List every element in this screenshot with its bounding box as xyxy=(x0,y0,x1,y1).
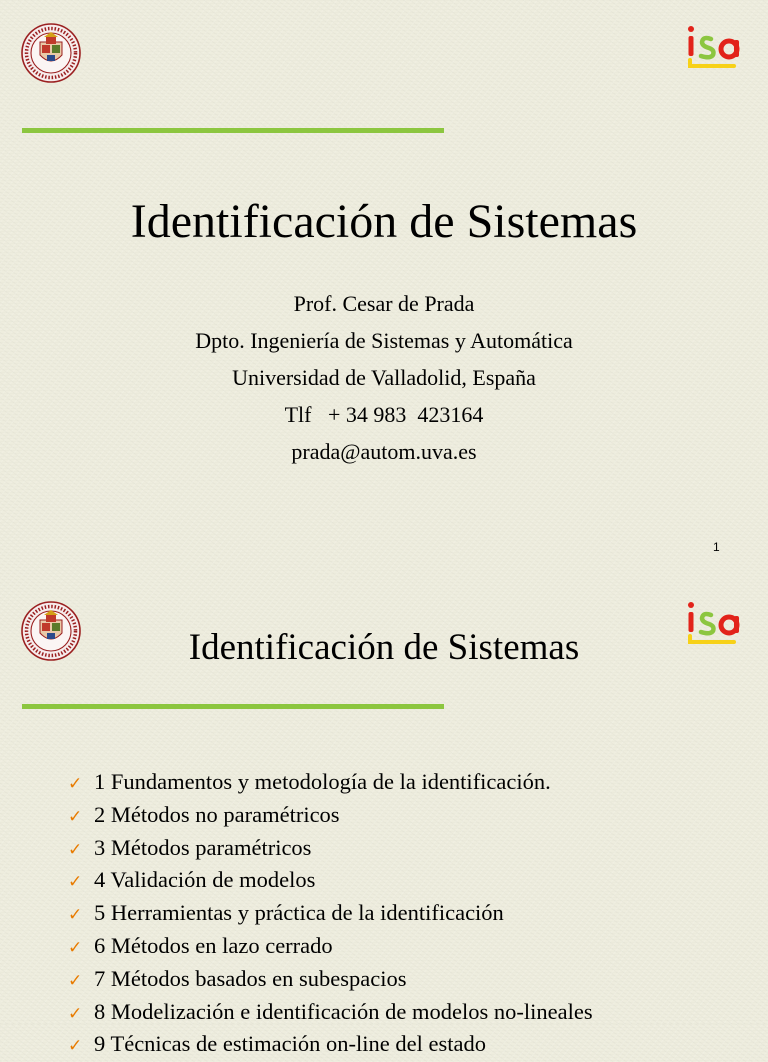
list-item xyxy=(68,767,593,800)
topic-text: 6 Métodos en lazo cerrado xyxy=(94,932,333,958)
page-number: 1 xyxy=(713,540,720,554)
title-divider xyxy=(22,704,444,709)
topic-list xyxy=(68,767,593,1062)
list-item xyxy=(68,833,593,866)
phone: Tlf + 34 983 423164 xyxy=(284,402,484,427)
title-divider xyxy=(22,128,444,133)
list-item xyxy=(68,898,593,931)
list-item xyxy=(68,964,593,997)
author-info xyxy=(0,285,768,470)
list-item xyxy=(68,865,593,898)
list-item xyxy=(68,997,593,1030)
checkmark-icon: ✓ xyxy=(68,806,83,827)
checkmark-icon: ✓ xyxy=(68,1003,83,1024)
checkmark-icon: ✓ xyxy=(68,970,83,991)
topic-text: 9 Técnicas de estimación on-line del estado xyxy=(94,1031,486,1057)
isa-logo-icon xyxy=(684,22,744,70)
checkmark-icon: ✓ xyxy=(68,774,83,794)
email: prada@autom.uva.es xyxy=(291,439,477,464)
topic-text: 3 Métodos paramétricos xyxy=(94,834,312,860)
list-item xyxy=(68,931,593,964)
topic-text: 4 Validación de modelos xyxy=(94,867,316,893)
list-item xyxy=(68,1029,593,1062)
slide-title: Identificación de Sistemas xyxy=(130,195,638,248)
list-item xyxy=(68,800,593,833)
author-name: Prof. Cesar de Prada xyxy=(293,291,475,316)
topic-text: 1 Fundamentos y metodología de la identificación. xyxy=(94,769,551,794)
checkmark-icon: ✓ xyxy=(68,937,83,958)
slide-title: Identificación de Sistemas xyxy=(188,627,580,668)
university-seal-icon xyxy=(20,22,82,84)
university: Universidad de Valladolid, España xyxy=(232,365,536,390)
topic-text: 8 Modelización e identificación de modelos no-lineales xyxy=(94,998,593,1024)
topic-text: 7 Métodos basados en subespacios xyxy=(94,965,407,991)
checkmark-icon: ✓ xyxy=(68,1036,83,1057)
checkmark-icon: ✓ xyxy=(68,839,83,860)
topic-text: 2 Métodos no paramétricos xyxy=(94,801,340,827)
checkmark-icon: ✓ xyxy=(68,905,83,926)
topic-text: 5 Herramientas y práctica de la identificación xyxy=(94,900,504,926)
slide-2 xyxy=(0,572,768,1057)
department: Dpto. Ingeniería de Sistemas y Automática xyxy=(195,328,573,353)
checkmark-icon: ✓ xyxy=(68,872,83,893)
